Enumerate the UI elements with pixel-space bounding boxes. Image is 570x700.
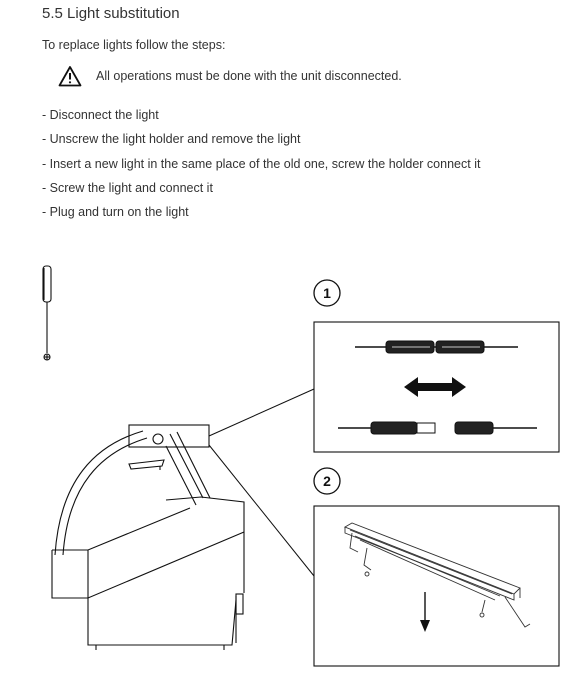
step-item: - Plug and turn on the light	[42, 205, 189, 220]
step-item: - Insert a new light in the same place of the old one, screw the holder connect it	[42, 156, 481, 171]
section-title: 5.5 Light substitution	[42, 5, 180, 22]
svg-text:1: 1	[323, 285, 331, 301]
callout-lines	[209, 389, 314, 576]
detail-box-1	[314, 322, 559, 452]
step-item: - Screw the light and connect it	[42, 180, 213, 195]
warning-row	[58, 65, 402, 87]
intro-text: To replace lights follow the steps:	[42, 38, 226, 52]
warning-triangle-icon	[58, 65, 82, 87]
step-item: - Disconnect the light	[42, 108, 159, 122]
display-counter-unit	[52, 425, 244, 650]
detail-label-2	[314, 468, 340, 494]
step-item: - Unscrew the light holder and remove the light	[42, 132, 301, 147]
steps-list	[42, 107, 480, 228]
screwdriver-icon	[43, 266, 51, 360]
warning-text: All operations must be done with the unit disconnected.	[96, 69, 402, 83]
detail-box-2	[314, 506, 559, 666]
svg-text:2: 2	[323, 473, 331, 489]
light-substitution-figure	[0, 250, 570, 690]
detail-label-1	[314, 280, 340, 306]
